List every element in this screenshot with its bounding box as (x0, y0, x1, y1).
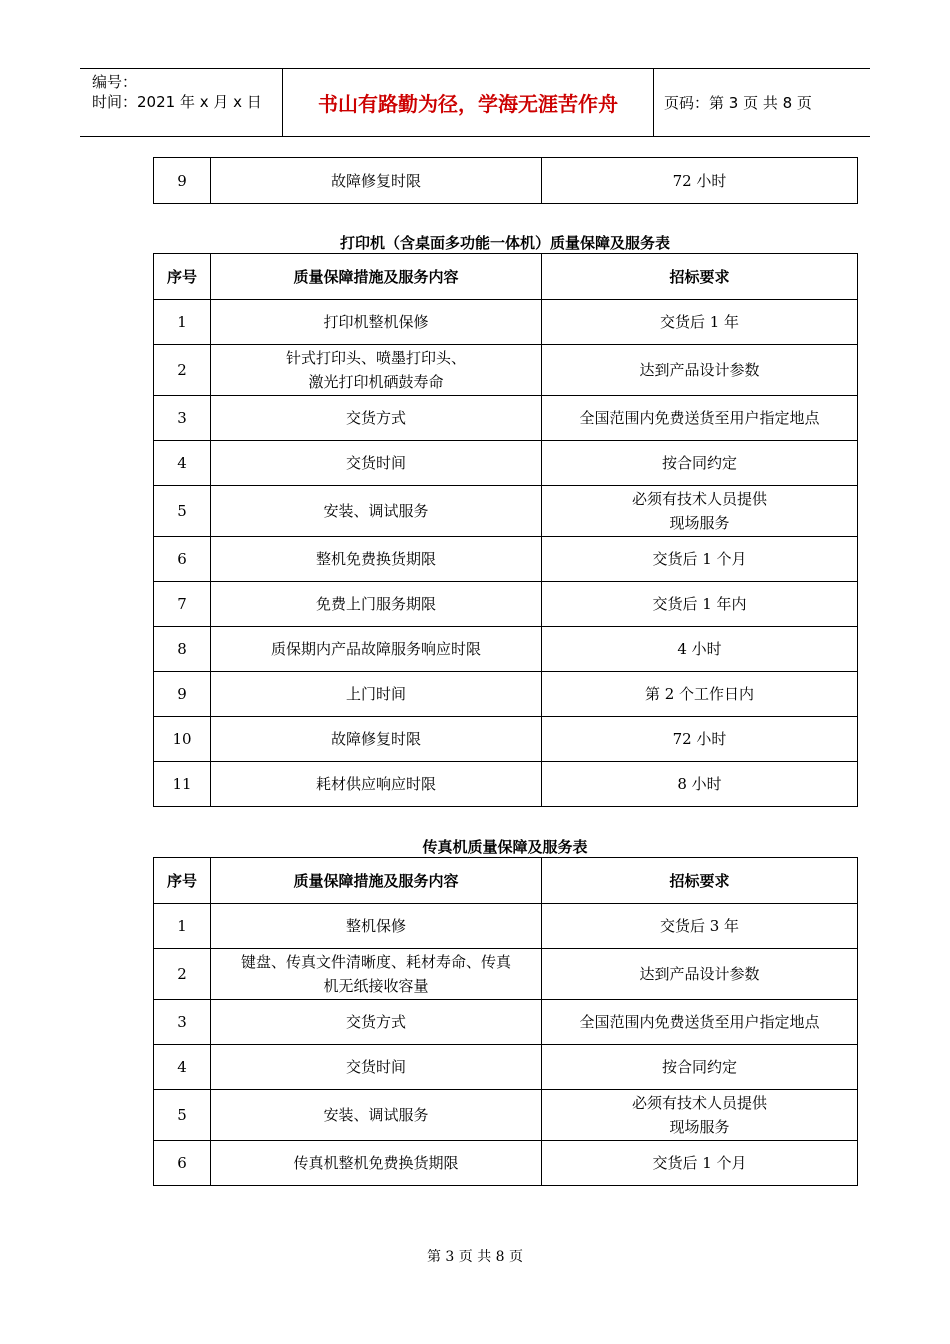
fax-table-title: 传真机质量保障及服务表 (422, 838, 588, 856)
page-header (80, 68, 870, 137)
service-item: 免费上门服务期限 (211, 582, 542, 627)
table-row (154, 1090, 858, 1141)
table-header-row (154, 254, 858, 300)
service-item: 交货方式 (211, 396, 542, 441)
printer-table-title: 打印机（含桌面多功能一体机）质量保障及服务表 (339, 234, 670, 252)
service-item: 质保期内产品故障服务响应时限 (211, 627, 542, 672)
row-number: 3 (154, 396, 211, 441)
continuation-table (153, 157, 858, 204)
row-number: 1 (154, 300, 211, 345)
fax-service-table (153, 857, 858, 1186)
requirement: 必须有技术人员提供 现场服务 (542, 1090, 858, 1141)
table-row (154, 158, 858, 204)
page-footer: 第 3 页 共 8 页 (426, 1249, 524, 1265)
row-number: 10 (154, 717, 211, 762)
table-header-row (154, 858, 858, 904)
table-row (154, 904, 858, 949)
service-item: 交货时间 (211, 441, 542, 486)
service-item: 键盘、传真文件清晰度、耗材寿命、传真 机无纸接收容量 (211, 949, 542, 1000)
service-item: 交货方式 (211, 1000, 542, 1045)
header-meta (92, 72, 282, 112)
service-item: 打印机整机保修 (211, 300, 542, 345)
printer-service-table (153, 253, 858, 807)
requirement: 72 小时 (542, 158, 858, 204)
header-requirement: 招标要求 (542, 254, 858, 300)
row-number: 2 (154, 949, 211, 1000)
requirement: 达到产品设计参数 (542, 949, 858, 1000)
service-item: 传真机整机免费换货期限 (211, 1141, 542, 1186)
table-row (154, 345, 858, 396)
row-number: 5 (154, 1090, 211, 1141)
header-motto: 书山有路勤为径，学海无涯苦作舟 (318, 92, 618, 116)
header-serial: 序号 (154, 858, 211, 904)
table-row (154, 949, 858, 1000)
requirement: 交货后 1 个月 (542, 1141, 858, 1186)
requirement: 按合同约定 (542, 441, 858, 486)
table-row (154, 396, 858, 441)
requirement: 8 小时 (542, 762, 858, 807)
table-row (154, 717, 858, 762)
requirement: 达到产品设计参数 (542, 345, 858, 396)
service-item: 整机免费换货期限 (211, 537, 542, 582)
service-item: 整机保修 (211, 904, 542, 949)
requirement: 交货后 1 年 (542, 300, 858, 345)
requirement: 必须有技术人员提供 现场服务 (542, 486, 858, 537)
header-service: 质量保障措施及服务内容 (211, 858, 542, 904)
requirement: 全国范围内免费送货至用户指定地点 (542, 396, 858, 441)
row-number: 6 (154, 537, 211, 582)
row-number: 7 (154, 582, 211, 627)
table-row (154, 1045, 858, 1090)
requirement: 按合同约定 (542, 1045, 858, 1090)
header-serial: 序号 (154, 254, 211, 300)
requirement: 交货后 3 年 (542, 904, 858, 949)
header-requirement: 招标要求 (542, 858, 858, 904)
table-row (154, 300, 858, 345)
row-number: 4 (154, 441, 211, 486)
requirement: 全国范围内免费送货至用户指定地点 (542, 1000, 858, 1045)
row-number: 9 (154, 672, 211, 717)
header-divider (653, 69, 654, 136)
row-number: 8 (154, 627, 211, 672)
row-number: 4 (154, 1045, 211, 1090)
table-row (154, 762, 858, 807)
header-page-info: 页码：第 3 页 共 8 页 (664, 94, 812, 112)
service-item: 针式打印头、喷墨打印头、 激光打印机硒鼓寿命 (211, 345, 542, 396)
row-number: 2 (154, 345, 211, 396)
table-row (154, 1000, 858, 1045)
table-row (154, 486, 858, 537)
service-item: 上门时间 (211, 672, 542, 717)
table-row (154, 441, 858, 486)
service-item: 安装、调试服务 (211, 486, 542, 537)
table-row (154, 1141, 858, 1186)
document-time: 时间：2021 年 x 月 x 日 (92, 93, 262, 111)
row-number: 5 (154, 486, 211, 537)
requirement: 第 2 个工作日内 (542, 672, 858, 717)
service-item: 故障修复时限 (211, 158, 542, 204)
row-number: 11 (154, 762, 211, 807)
header-service: 质量保障措施及服务内容 (211, 254, 542, 300)
requirement: 交货后 1 年内 (542, 582, 858, 627)
document-number-label: 编号： (92, 73, 138, 91)
service-item: 安装、调试服务 (211, 1090, 542, 1141)
table-row (154, 627, 858, 672)
table-row (154, 672, 858, 717)
requirement: 4 小时 (542, 627, 858, 672)
table-row (154, 537, 858, 582)
row-number: 6 (154, 1141, 211, 1186)
service-item: 故障修复时限 (211, 717, 542, 762)
table-row (154, 582, 858, 627)
requirement: 交货后 1 个月 (542, 537, 858, 582)
service-item: 耗材供应响应时限 (211, 762, 542, 807)
row-number: 1 (154, 904, 211, 949)
row-number: 3 (154, 1000, 211, 1045)
requirement: 72 小时 (542, 717, 858, 762)
row-number: 9 (154, 158, 211, 204)
service-item: 交货时间 (211, 1045, 542, 1090)
